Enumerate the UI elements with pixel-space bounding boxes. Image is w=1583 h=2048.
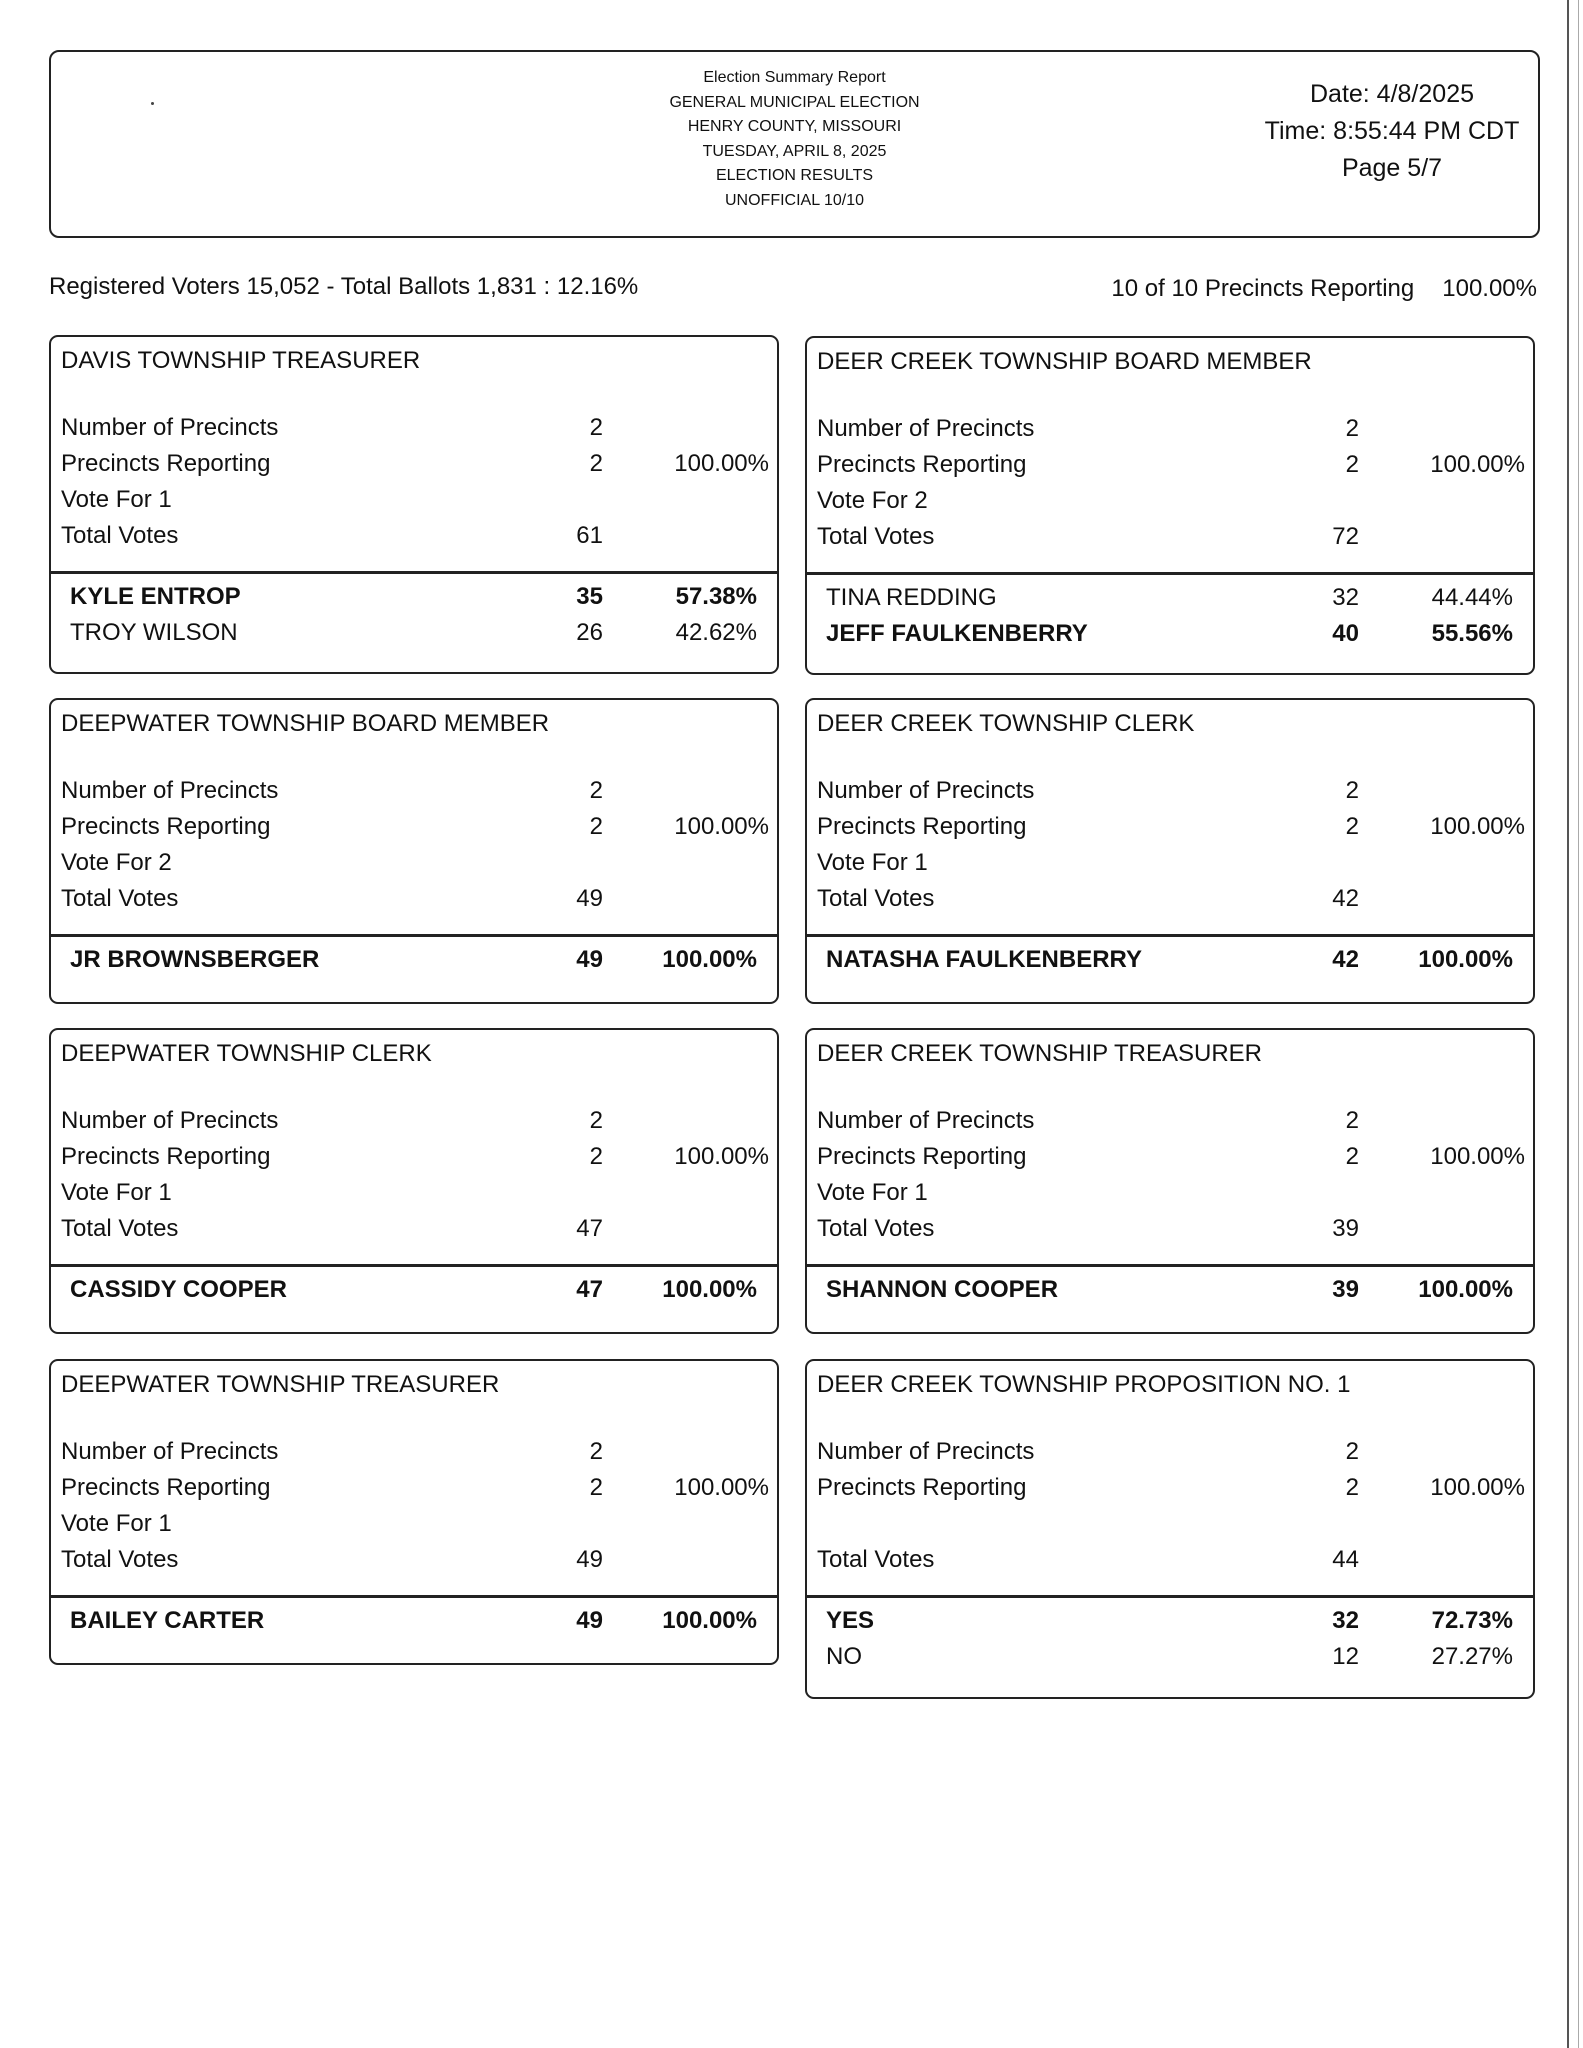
candidate-name: SHANNON COOPER [826, 1276, 1059, 1303]
registered-voters-summary: Registered Voters 15,052 - Total Ballots 1,831 : 12.16% [49, 273, 639, 300]
candidate-votes: 40 [1332, 620, 1359, 647]
candidate-pct: 100.00% [1418, 946, 1513, 973]
candidate-name: TROY WILSON [70, 619, 238, 646]
candidate-pct: 42.62% [675, 619, 757, 646]
candidate-name: NO [826, 1643, 862, 1670]
report-time: Time: 8:55:44 PM CDT [1264, 117, 1520, 145]
candidate-name: JEFF FAULKENBERRY [826, 620, 1088, 647]
county-name: HENRY COUNTY, MISSOURI [687, 118, 902, 135]
vote-for-row [51, 486, 777, 522]
number-of-precincts-row [807, 415, 1533, 451]
precincts-reporting-label: Precincts Reporting [61, 1143, 271, 1170]
vote-for-row [51, 849, 777, 885]
contest-divider [807, 572, 1533, 575]
total-votes-row [51, 885, 777, 921]
candidate-votes: 39 [1332, 1276, 1359, 1303]
total-votes-value: 42 [1332, 885, 1359, 912]
total-votes-row [807, 885, 1533, 921]
total-votes-label: Total Votes [817, 523, 935, 550]
total-votes-row [51, 522, 777, 558]
precincts-reporting-row [51, 450, 777, 486]
vote-for-label: Vote For 1 [61, 1179, 172, 1206]
number-of-precincts-row [51, 1438, 777, 1474]
precincts-reporting-summary: 10 of 10 Precincts Reporting [1111, 275, 1415, 302]
precincts-reporting-row [807, 451, 1533, 487]
candidate-row [51, 1276, 777, 1312]
precincts-reporting-row [51, 1474, 777, 1510]
precincts-reporting-value: 2 [589, 1143, 603, 1170]
candidate-name: NATASHA FAULKENBERRY [826, 946, 1142, 973]
number-of-precincts-value: 2 [589, 1438, 603, 1465]
election-date: TUESDAY, APRIL 8, 2025 [702, 142, 887, 160]
vote-for-label: Vote For 1 [61, 1510, 172, 1537]
contest-title: DEER CREEK TOWNSHIP CLERK [817, 710, 1195, 737]
number-of-precincts-label: Number of Precincts [61, 1107, 279, 1134]
number-of-precincts-label: Number of Precincts [61, 1438, 279, 1465]
report-title: Election Summary Report [703, 69, 886, 86]
precincts-reporting-pct: 100.00% [674, 1474, 769, 1501]
total-votes-label: Total Votes [61, 522, 179, 549]
contest-title: DEEPWATER TOWNSHIP CLERK [61, 1040, 432, 1067]
candidate-votes: 26 [576, 619, 603, 646]
candidate-row [51, 946, 777, 982]
results-label: ELECTION RESULTS [715, 167, 874, 184]
scan-edge-line [1567, 0, 1569, 2048]
candidate-name: KYLE ENTROP [70, 583, 241, 610]
precincts-reporting-value: 2 [1345, 1143, 1359, 1170]
candidate-pct: 57.38% [675, 583, 757, 610]
total-votes-value: 49 [576, 885, 603, 912]
total-votes-value: 47 [576, 1215, 603, 1242]
contest-divider [807, 1595, 1533, 1598]
precincts-reporting-value: 2 [589, 813, 603, 840]
total-votes-label: Total Votes [61, 1215, 179, 1242]
precincts-summary [1111, 275, 1537, 303]
contest-box [805, 698, 1535, 1004]
candidate-row [807, 1643, 1533, 1679]
total-votes-row [807, 523, 1533, 559]
total-votes-value: 61 [576, 522, 603, 549]
contest-box [805, 1028, 1535, 1334]
number-of-precincts-row [51, 1107, 777, 1143]
total-votes-label: Total Votes [817, 1215, 935, 1242]
candidate-votes: 12 [1332, 1643, 1359, 1670]
report-header [49, 50, 1540, 238]
contest-box [805, 1359, 1535, 1699]
precincts-reporting-label: Precincts Reporting [817, 451, 1027, 478]
contest-title: DEEPWATER TOWNSHIP BOARD MEMBER [61, 710, 550, 737]
number-of-precincts-label: Number of Precincts [61, 414, 279, 441]
vote-for-row [807, 849, 1533, 885]
contest-divider [807, 934, 1533, 937]
report-date: Date: 4/8/2025 [1309, 80, 1474, 108]
precincts-reporting-pct: 100.00% [1442, 275, 1537, 302]
contest-box [49, 335, 779, 674]
candidate-row [807, 1276, 1533, 1312]
candidate-votes: 49 [576, 1607, 603, 1634]
candidate-row [51, 619, 777, 655]
candidate-pct: 100.00% [662, 1607, 757, 1634]
precincts-reporting-pct: 100.00% [674, 450, 769, 477]
precincts-reporting-pct: 100.00% [1430, 813, 1525, 840]
precincts-reporting-label: Precincts Reporting [61, 813, 271, 840]
precincts-reporting-row [807, 1474, 1533, 1510]
precincts-reporting-row [51, 813, 777, 849]
precincts-reporting-value: 2 [1345, 813, 1359, 840]
contest-divider [807, 1264, 1533, 1267]
precincts-reporting-label: Precincts Reporting [817, 1143, 1027, 1170]
number-of-precincts-value: 2 [1345, 415, 1359, 442]
vote-for-label: Vote For 2 [61, 849, 172, 876]
vote-for-row [51, 1510, 777, 1546]
vote-for-row [807, 1510, 1533, 1546]
total-votes-row [807, 1215, 1533, 1251]
number-of-precincts-row [51, 414, 777, 450]
candidate-votes: 42 [1332, 946, 1359, 973]
precincts-reporting-label: Precincts Reporting [61, 450, 271, 477]
vote-for-label: Vote For 1 [817, 849, 928, 876]
total-votes-value: 72 [1332, 523, 1359, 550]
number-of-precincts-value: 2 [589, 777, 603, 804]
vote-for-label: Vote For 2 [817, 487, 928, 514]
precincts-reporting-pct: 100.00% [1430, 1143, 1525, 1170]
total-votes-row [51, 1215, 777, 1251]
candidate-row [51, 583, 777, 619]
contest-divider [51, 1595, 777, 1598]
precincts-reporting-row [807, 813, 1533, 849]
candidate-votes: 32 [1332, 1607, 1359, 1634]
candidate-row [807, 1607, 1533, 1643]
contest-title: DAVIS TOWNSHIP TREASURER [61, 347, 421, 374]
number-of-precincts-label: Number of Precincts [61, 777, 279, 804]
total-votes-row [807, 1546, 1533, 1582]
number-of-precincts-value: 2 [1345, 1107, 1359, 1134]
candidate-pct: 100.00% [662, 1276, 757, 1303]
number-of-precincts-value: 2 [1345, 777, 1359, 804]
candidate-votes: 49 [576, 946, 603, 973]
precincts-reporting-row [807, 1143, 1533, 1179]
contest-title: DEER CREEK TOWNSHIP TREASURER [817, 1040, 1262, 1067]
contest-title: DEER CREEK TOWNSHIP BOARD MEMBER [817, 348, 1312, 375]
number-of-precincts-value: 2 [1345, 1438, 1359, 1465]
candidate-votes: 35 [576, 583, 603, 610]
precincts-reporting-label: Precincts Reporting [61, 1474, 271, 1501]
candidate-row [807, 620, 1533, 656]
precincts-reporting-label: Precincts Reporting [817, 813, 1027, 840]
candidate-pct: 27.27% [1431, 1643, 1513, 1670]
contest-box [49, 1028, 779, 1334]
candidate-votes: 47 [576, 1276, 603, 1303]
number-of-precincts-row [807, 777, 1533, 813]
contest-divider [51, 571, 777, 574]
unofficial-label: UNOFFICIAL 10/10 [724, 191, 864, 209]
candidate-name: CASSIDY COOPER [70, 1276, 287, 1303]
contest-title: DEER CREEK TOWNSHIP PROPOSITION NO. 1 [817, 1371, 1351, 1398]
page-number: Page 5/7 [1341, 154, 1443, 182]
candidate-name: JR BROWNSBERGER [70, 946, 320, 973]
vote-for-label: Vote For 1 [61, 486, 172, 513]
candidate-pct: 72.73% [1431, 1607, 1513, 1634]
total-votes-label: Total Votes [61, 885, 179, 912]
number-of-precincts-label: Number of Precincts [817, 415, 1035, 442]
total-votes-label: Total Votes [817, 1546, 935, 1573]
precincts-reporting-pct: 100.00% [674, 1143, 769, 1170]
vote-for-row [807, 1179, 1533, 1215]
total-votes-value: 39 [1332, 1215, 1359, 1242]
contest-box [49, 1359, 779, 1665]
number-of-precincts-label: Number of Precincts [817, 777, 1035, 804]
number-of-precincts-row [807, 1438, 1533, 1474]
candidate-pct: 55.56% [1431, 620, 1513, 647]
candidate-row [51, 1607, 777, 1643]
contest-box [49, 698, 779, 1004]
candidate-pct: 100.00% [1418, 1276, 1513, 1303]
contest-box [805, 336, 1535, 675]
candidate-name: YES [826, 1607, 875, 1634]
candidate-pct: 100.00% [662, 946, 757, 973]
total-votes-value: 44 [1332, 1546, 1359, 1573]
total-votes-label: Total Votes [61, 1546, 179, 1573]
candidate-row [807, 584, 1533, 620]
number-of-precincts-label: Number of Precincts [817, 1107, 1035, 1134]
contest-title: DEEPWATER TOWNSHIP TREASURER [61, 1371, 500, 1398]
total-votes-value: 49 [576, 1546, 603, 1573]
precincts-reporting-row [51, 1143, 777, 1179]
report-meta [1257, 76, 1527, 187]
precincts-reporting-label: Precincts Reporting [817, 1474, 1027, 1501]
number-of-precincts-value: 2 [589, 1107, 603, 1134]
contest-divider [51, 934, 777, 937]
vote-for-row [807, 487, 1533, 523]
total-votes-label: Total Votes [817, 885, 935, 912]
precincts-reporting-value: 2 [1345, 451, 1359, 478]
scan-edge-line-faint [1578, 0, 1579, 2048]
candidate-name: BAILEY CARTER [70, 1607, 265, 1634]
candidate-votes: 32 [1332, 584, 1359, 611]
number-of-precincts-row [807, 1107, 1533, 1143]
precincts-reporting-pct: 100.00% [1430, 1474, 1525, 1501]
precincts-reporting-pct: 100.00% [674, 813, 769, 840]
number-of-precincts-value: 2 [589, 414, 603, 441]
precincts-reporting-value: 2 [589, 450, 603, 477]
precincts-reporting-pct: 100.00% [1430, 451, 1525, 478]
candidate-pct: 44.44% [1431, 584, 1513, 611]
vote-for-row [51, 1179, 777, 1215]
election-name: GENERAL MUNICIPAL ELECTION [669, 93, 920, 111]
vote-for-label: Vote For 1 [817, 1179, 928, 1206]
number-of-precincts-row [51, 777, 777, 813]
precincts-reporting-value: 2 [589, 1474, 603, 1501]
total-votes-row [51, 1546, 777, 1582]
precincts-reporting-value: 2 [1345, 1474, 1359, 1501]
candidate-row [807, 946, 1533, 982]
contest-divider [51, 1264, 777, 1267]
candidate-name: TINA REDDING [826, 584, 997, 611]
number-of-precincts-label: Number of Precincts [817, 1438, 1035, 1465]
